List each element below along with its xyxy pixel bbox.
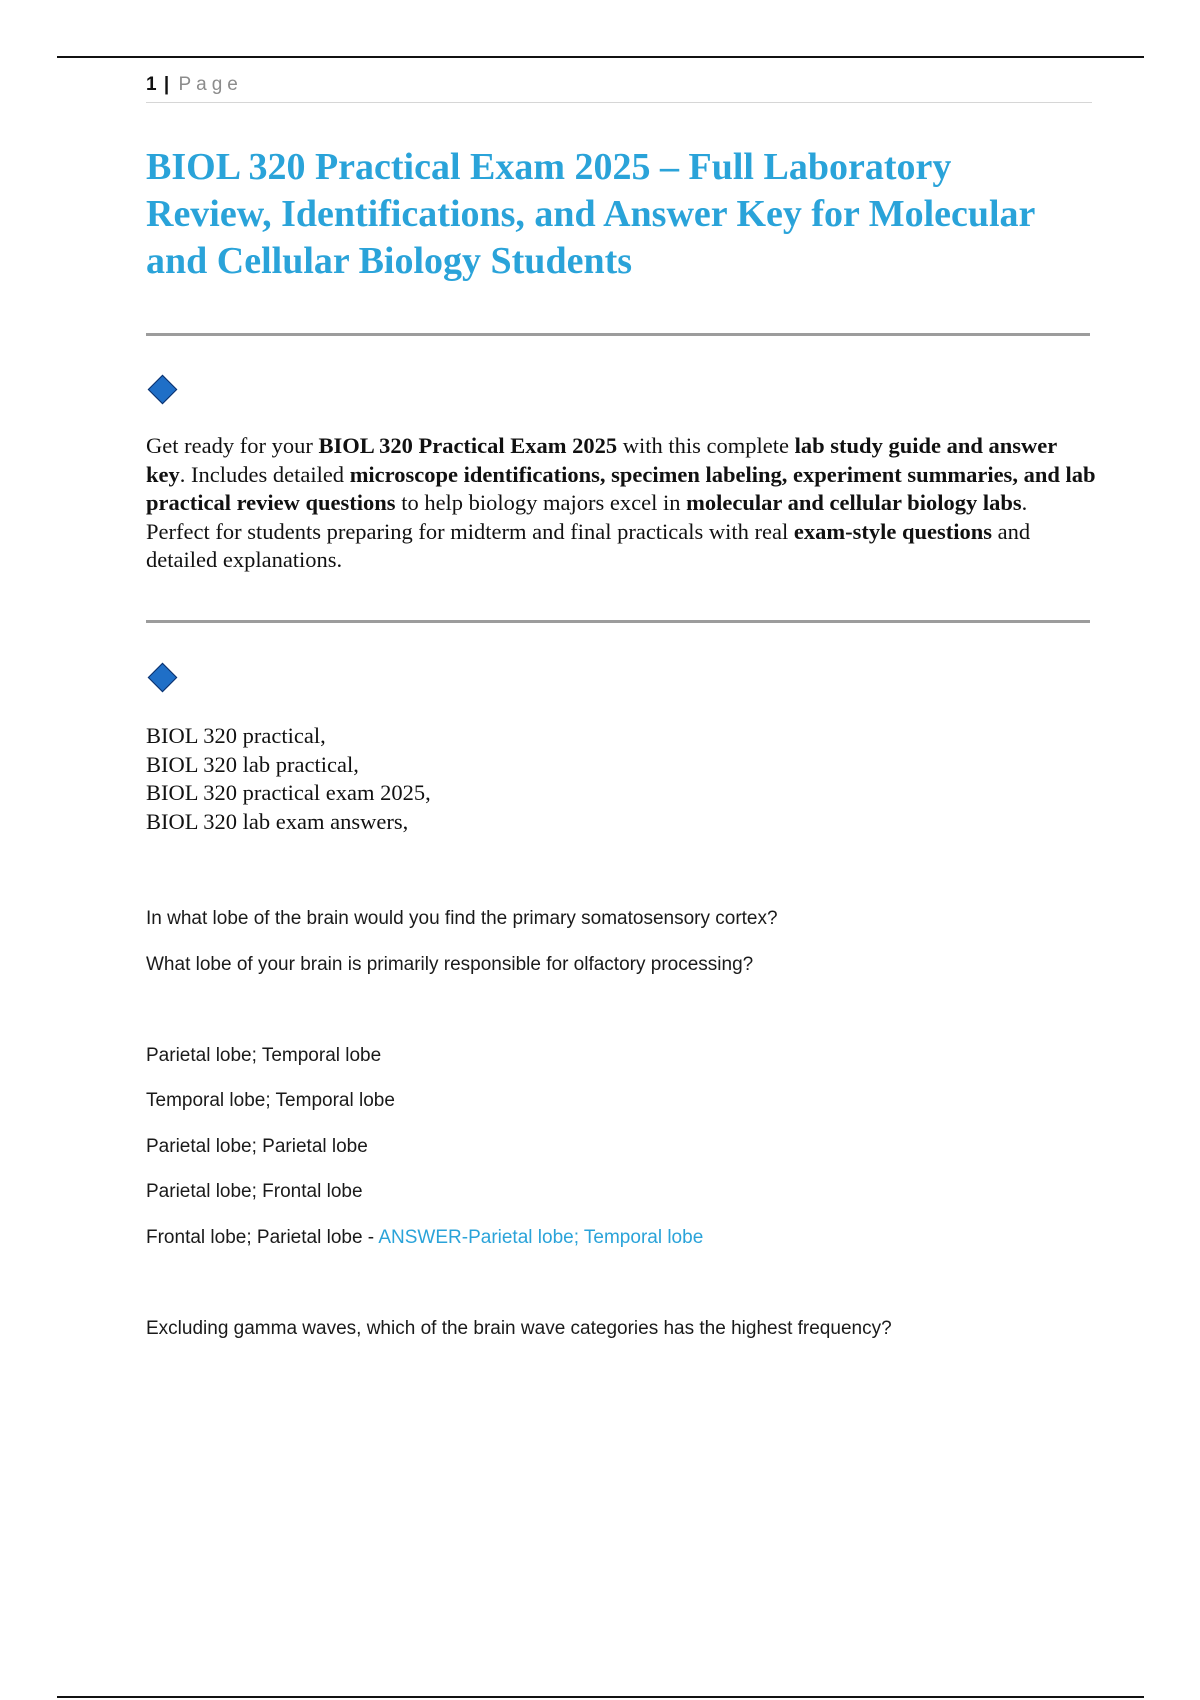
- keyword-item: BIOL 320 practical,: [146, 723, 326, 748]
- top-border-rule: [57, 56, 1144, 58]
- keyword-item: BIOL 320 lab practical,: [146, 751, 359, 777]
- intro-text: . Includes detailed: [179, 461, 350, 487]
- answer-option-last: [146, 1227, 703, 1249]
- intro-bold-text: molecular and cellular biology labs: [686, 490, 1022, 515]
- answer-option-text: Frontal lobe; Parietal lobe -: [146, 1227, 379, 1248]
- question-1-line-2: What lobe of your brain is primarily responsible for olfactory processing?: [146, 954, 754, 975]
- section-divider-1: [146, 333, 1090, 336]
- diamond-bullet-icon: [148, 375, 178, 405]
- intro-text: with this complete: [617, 433, 795, 458]
- intro-paragraph: [146, 432, 1096, 575]
- answer-option: Temporal lobe; Temporal lobe: [146, 1090, 395, 1111]
- page-separator: |: [163, 74, 170, 95]
- intro-bold-text: microscope identifications, specimen labeling, experiment summaries, and lab practical review questions: [146, 461, 1096, 515]
- page-header: [146, 74, 1092, 103]
- answer-option: Parietal lobe; Parietal lobe: [146, 1136, 368, 1157]
- document-title: BIOL 320 Practical Exam 2025 – Full Laboratory Review, Identifications, and Answer Key for Molecular and Cellular Biology Students: [146, 146, 1035, 282]
- question-2: Excluding gamma waves, which of the brain wave categories has the highest frequency?: [146, 1318, 892, 1339]
- page-number: 1: [146, 74, 157, 95]
- section-divider-2: [146, 620, 1090, 623]
- correct-answer: ANSWER-Parietal lobe; Temporal lobe: [378, 1227, 704, 1248]
- intro-text: . Perfect for students preparing for midterm and final practicals with real: [146, 490, 1028, 544]
- page-label: Page: [178, 74, 243, 95]
- diamond-bullet-icon: [148, 663, 178, 693]
- keyword-item: BIOL 320 practical exam 2025,: [146, 780, 431, 805]
- keyword-item: BIOL 320 lab exam answers,: [146, 808, 409, 834]
- intro-bold-text: BIOL 320 Practical Exam 2025: [318, 433, 618, 458]
- intro-bold-text: lab study guide and answer key: [146, 433, 1057, 487]
- question-1-line-1: In what lobe of the brain would you find the primary somatosensory cortex?: [146, 908, 778, 929]
- intro-text: and detailed explanations.: [146, 518, 1031, 572]
- answer-option: Parietal lobe; Frontal lobe: [146, 1181, 363, 1202]
- bottom-border-rule: [57, 1696, 1144, 1698]
- answer-option: Parietal lobe; Temporal lobe: [146, 1045, 382, 1066]
- keyword-list: [146, 722, 431, 836]
- intro-text: to help biology majors excel in: [395, 490, 687, 515]
- intro-text: Get ready for your: [146, 433, 319, 458]
- intro-bold-text: exam-style questions: [793, 518, 993, 544]
